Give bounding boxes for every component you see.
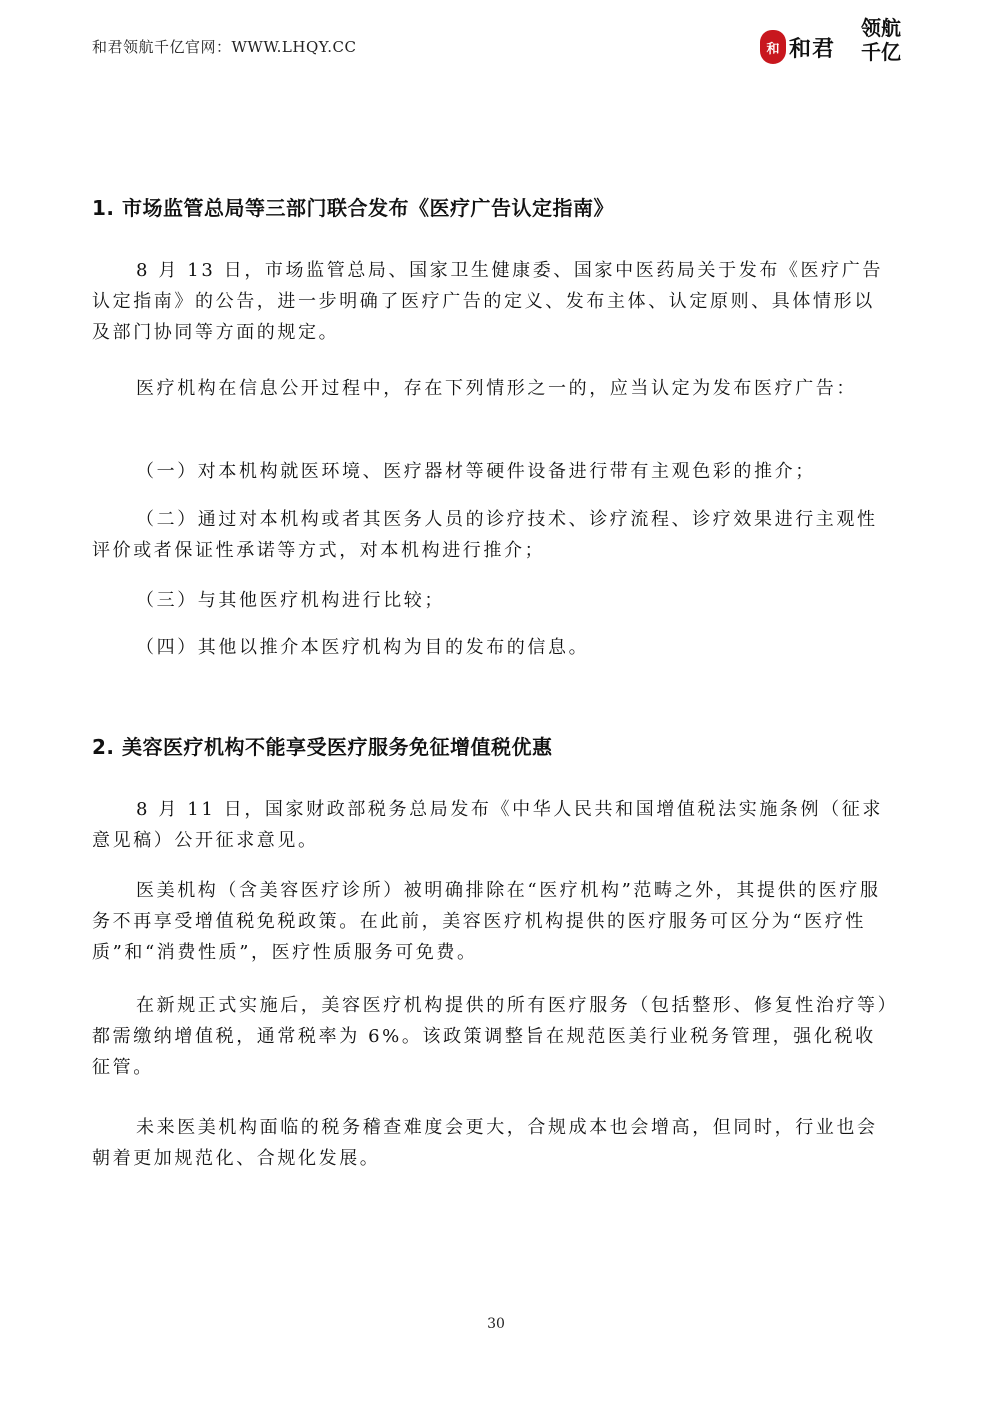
section-2-title: 2. 美容医疗机构不能享受医疗服务免征增值税优惠 bbox=[92, 735, 553, 759]
brand-logo bbox=[758, 14, 908, 70]
seal-icon: 和 bbox=[760, 30, 786, 64]
page-number: 30 bbox=[487, 1316, 505, 1332]
section-1-paragraph-1: 8 月 13 日，市场监管总局、国家卫生健康委、国家中医药局关于发布《医疗广告认定指南》的公告，进一步明确了医疗广告的定义、发布主体、认定原则、具体情形以及部门协同等方面的规定。 bbox=[92, 260, 883, 343]
section-1-item-1: （一）对本机构就医环境、医疗器材等硬件设备进行带有主观色彩的推介； bbox=[136, 461, 816, 482]
brand-sub-text bbox=[858, 16, 904, 64]
brand-main-text: 和君 bbox=[789, 37, 836, 62]
section-2-paragraph-4: 未来医美机构面临的税务稽查难度会更大，合规成本也会增高，但同时，行业也会朝着更加规范化、合规化发展。 bbox=[92, 1117, 878, 1169]
section-1-title: 1. 市场监管总局等三部门联合发布《医疗广告认定指南》 bbox=[92, 196, 614, 220]
section-1-paragraph-2: 医疗机构在信息公开过程中，存在下列情形之一的，应当认定为发布医疗广告： bbox=[136, 378, 857, 399]
section-1-item-2: （二）通过对本机构或者其医务人员的诊疗技术、诊疗流程、诊疗效果进行主观性评价或者保证性承诺等方式，对本机构进行推介； bbox=[92, 509, 878, 561]
section-2-paragraph-2: 医美机构（含美容医疗诊所）被明确排除在“医疗机构”范畴之外，其提供的医疗服务不再享受增值税免税政策。在此前，美容医疗机构提供的医疗服务可区分为“医疗性质”和“消费性质”，医疗性质服务可免费。 bbox=[92, 880, 881, 963]
section-1-item-4: （四）其他以推介本医疗机构为目的发布的信息。 bbox=[136, 637, 590, 658]
brand-sub-line1: 领航 bbox=[861, 16, 901, 40]
section-2-paragraph-1: 8 月 11 日，国家财政部税务总局发布《中华人民共和国增值税法实施条例（征求意见稿）公开征求意见。 bbox=[92, 799, 883, 851]
section-2-paragraph-3: 在新规正式实施后，美容医疗机构提供的所有医疗服务（包括整形、修复性治疗等）都需缴纳增值税，通常税率为 6%。该政策调整旨在规范医美行业税务管理，强化税收征管。 bbox=[92, 995, 890, 1078]
section-1-item-3: （三）与其他医疗机构进行比较； bbox=[136, 590, 445, 611]
brand-sub-line2: 千亿 bbox=[861, 40, 901, 64]
header-site-text: 和君领航千亿官网：WWW.LHQY.CC bbox=[92, 38, 357, 56]
